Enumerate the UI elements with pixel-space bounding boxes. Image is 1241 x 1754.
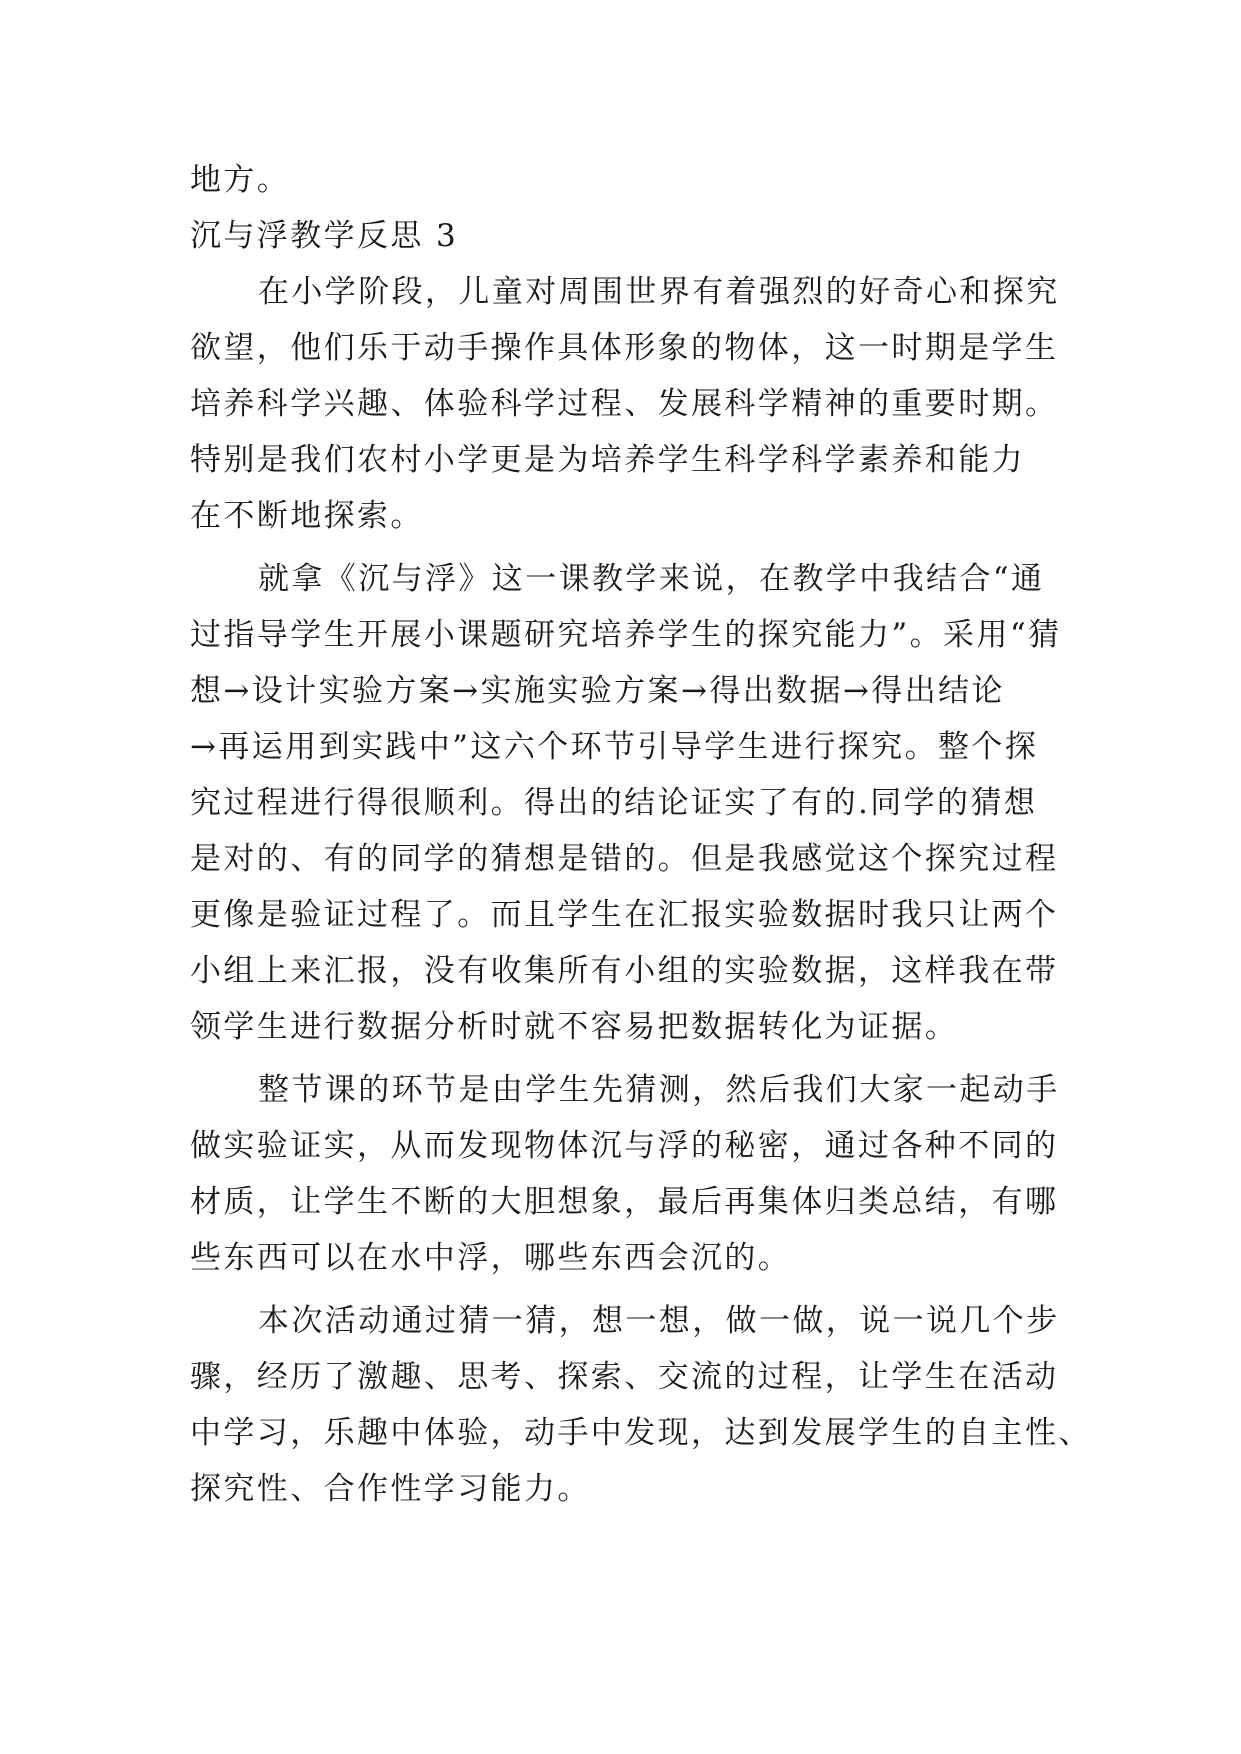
paragraph-4 [190, 1293, 1092, 1517]
paragraph-line: 欲望，他们乐于动手操作具体形象的物体，这一时期是学生 [190, 330, 1059, 366]
paragraph-line: 探究性、合作性学习能力。 [190, 1471, 591, 1507]
paragraph-line: 过指导学生开展小课题研究培养学生的探究能力”。采用“猜 [190, 617, 1062, 653]
paragraph-line: 本次活动通过猜一猜，想一想，做一做，说一说几个步 [258, 1303, 1060, 1339]
document-body [190, 152, 1092, 1517]
paragraph-line: 究过程进行得很顺利。得出的结论证实了有的.同学的猜想 [190, 785, 1038, 821]
paragraph-line: 就拿《沉与浮》这一课教学来说，在教学中我结合“通 [258, 561, 1045, 597]
paragraph-line: 特别是我们农村小学更是为培养学生科学科学素养和能力 [190, 442, 1025, 478]
paragraph-line: 在不断地探索。 [190, 498, 424, 534]
paragraph-line: 骤，经历了激趣、思考、探索、交流的过程，让学生在活动 [190, 1359, 1059, 1395]
paragraph-line: 领学生进行数据分析时就不容易把数据转化为证据。 [190, 1009, 959, 1045]
continuation-line: 地方。 [190, 162, 291, 198]
paragraph-line: 是对的、有的同学的猜想是错的。但是我感觉这个探究过程 [190, 841, 1059, 877]
paragraph-line: 做实验证实，从而发现物体沉与浮的秘密，通过各种不同的 [190, 1128, 1059, 1164]
paragraph-line: 更像是验证过程了。而且学生在汇报实验数据时我只让两个 [190, 897, 1059, 933]
paragraph-2 [190, 551, 1062, 1055]
paragraph-line: 中学习，乐趣中体验，动手中发现，达到发展学生的自主性、 [190, 1415, 1092, 1451]
paragraph-1 [190, 264, 1060, 544]
paragraph-line: 在小学阶段，儿童对周围世界有着强烈的好奇心和探究 [258, 274, 1060, 310]
paragraph-line: 整节课的环节是由学生先猜测，然后我们大家一起动手 [258, 1072, 1060, 1108]
paragraph-line: →再运用到实践中”这六个环节引导学生进行探究。整个探 [190, 729, 1039, 765]
paragraph-line: 材质，让学生不断的大胆想象，最后再集体归类总结，有哪 [190, 1184, 1059, 1220]
paragraph-3 [190, 1062, 1060, 1286]
paragraph-line: 想→设计实验方案→实施实验方案→得出数据→得出结论 [190, 673, 1005, 709]
paragraph-line: 小组上来汇报，没有收集所有小组的实验数据，这样我在带 [190, 953, 1059, 989]
paragraph-line: 些东西可以在水中浮，哪些东西会沉的。 [190, 1240, 792, 1276]
paragraph-line: 培养科学兴趣、体验科学过程、发展科学精神的重要时期。 [190, 386, 1059, 422]
section-heading: 沉与浮教学反思 3 [190, 218, 459, 254]
